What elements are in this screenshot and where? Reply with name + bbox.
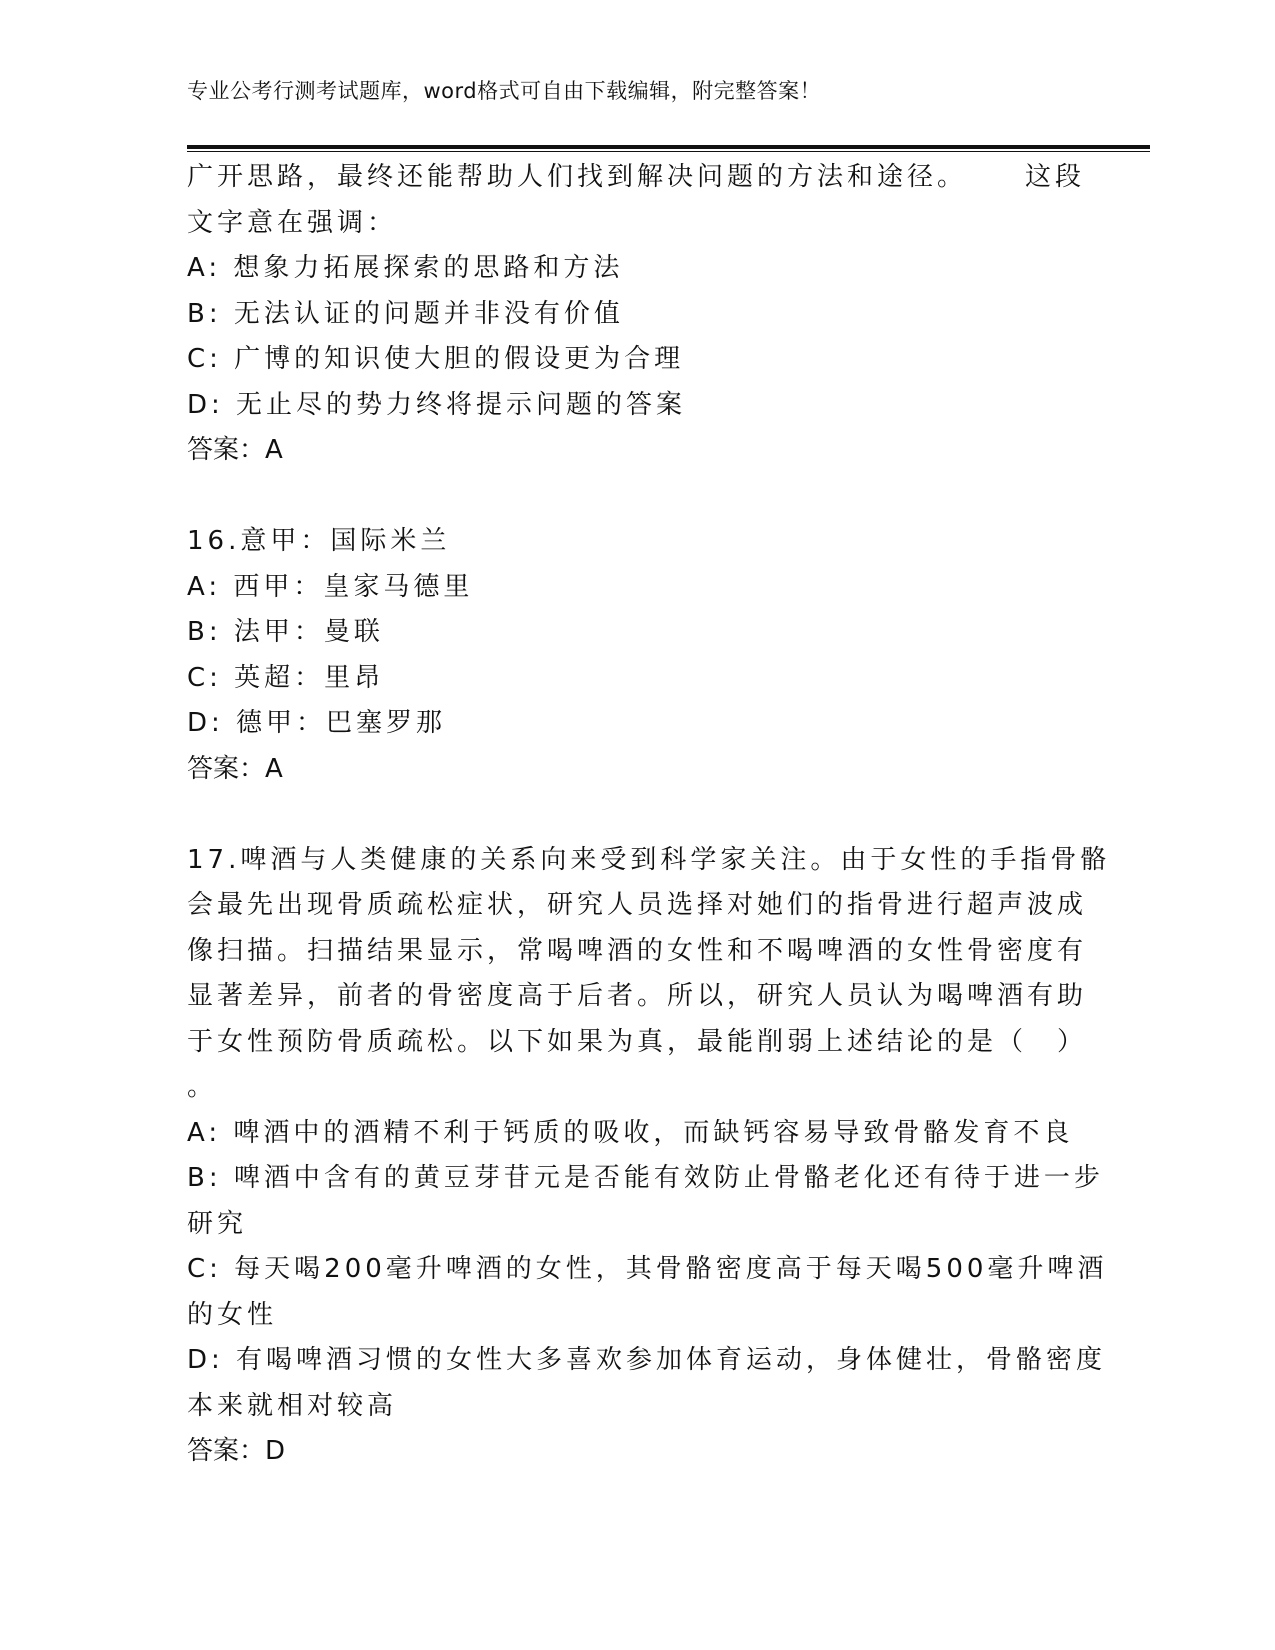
q17-stem-line: 。 — [187, 1072, 218, 1102]
q17-stem-line: 显著差异，前者的骨密度高于后者。所以，研究人员认为喝啤酒有助 — [187, 981, 1088, 1011]
spacer — [187, 792, 1087, 838]
q16-option-b: B: 法甲：曼联 — [187, 617, 384, 647]
q16-option-a: A: 西甲：皇家马德里 — [187, 571, 474, 602]
header-rule-thin — [187, 151, 1150, 152]
q17-option-d-line-2: 本来就相对较高 — [187, 1390, 398, 1421]
header-rule-thick — [187, 145, 1150, 149]
q17-option-b-line-2: 研究 — [187, 1208, 248, 1239]
q17-answer-value: D — [265, 1436, 286, 1466]
question-content — [187, 155, 1111, 1475]
q15-answer-value: A — [265, 435, 283, 465]
q16-answer-label: 答案： — [187, 753, 266, 784]
q16-option-d: D: 德甲：巴塞罗那 — [187, 708, 447, 738]
q15-answer-label: 答案： — [187, 435, 266, 465]
q15-stem-line-2: 文字意在强调： — [187, 207, 398, 238]
q16-answer-value: A — [265, 753, 283, 784]
q17-answer-label: 答案： — [187, 1436, 266, 1466]
q15-option-d: D: 无止尽的势力终将提示问题的答案 — [187, 389, 687, 420]
q15-stem-tail: 这段 — [1025, 162, 1086, 192]
q15-answer — [187, 428, 1087, 474]
page-header-text: 专业公考行测考试题库，word格式可自由下载编辑，附完整答案！ — [187, 79, 822, 103]
q17-stem-line: 像扫描。扫描结果显示，常喝啤酒的女性和不喝啤酒的女性骨密度有 — [187, 935, 1088, 966]
q17-stem-line: 于女性预防骨质疏松。以下如果为真，最能削弱上述结论的是（ ） — [187, 1026, 1088, 1057]
q15-option-b: B: 无法认证的问题并非没有价值 — [187, 298, 624, 329]
q15-stem-text: 广开思路，最终还能帮助人们找到解决问题的方法和途径。 — [187, 162, 968, 192]
q15-option-c: C: 广博的知识使大胆的假设更为合理 — [187, 344, 685, 374]
q17-option-d-line-1: D: 有喝啤酒习惯的女性大多喜欢参加体育运动，身体健壮，骨骼密度 — [187, 1345, 1107, 1375]
q15-option-a: A: 想象力拓展探索的思路和方法 — [187, 253, 624, 283]
q17-option-b-line-1: B: 啤酒中含有的黄豆芽苷元是否能有效防止骨骼老化还有待于进一步 — [187, 1163, 1104, 1193]
q15-stem-line-1 — [187, 155, 1087, 201]
q16-stem: 16.意甲：国际米兰 — [187, 526, 451, 556]
q17-stem-line: 会最先出现骨质疏松症状，研究人员选择对她们的指骨进行超声波成 — [187, 890, 1088, 920]
q17-option-c-line-1: C: 每天喝200毫升啤酒的女性，其骨骼密度高于每天喝500毫升啤酒 — [187, 1254, 1108, 1284]
q17-answer — [187, 1429, 1087, 1475]
q17-stem-line: 17.啤酒与人类健康的关系向来受到科学家关注。由于女性的手指骨骼 — [187, 844, 1111, 875]
q17-option-c-line-2: 的女性 — [187, 1299, 278, 1330]
q16-option-c: C: 英超：里昂 — [187, 662, 385, 693]
spacer — [187, 474, 1087, 520]
q17-option-a: A: 啤酒中的酒精不利于钙质的吸收，而缺钙容易导致骨骼发育不良 — [187, 1117, 1074, 1148]
q16-answer — [187, 747, 1087, 793]
